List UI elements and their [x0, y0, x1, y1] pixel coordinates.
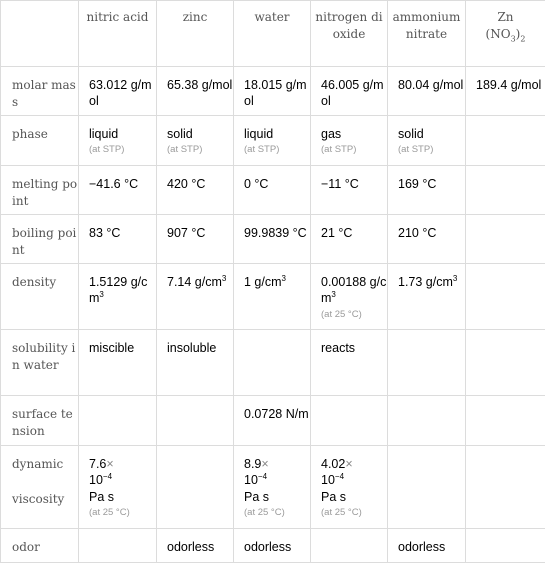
cell-value: 63.012 g/mol: [79, 67, 157, 116]
row-label-viscosity: [1, 446, 79, 529]
row-label-odor: odor: [1, 529, 79, 563]
cell-value: 210 °C: [388, 215, 466, 264]
cell-value: 189.4 g/mol: [466, 67, 545, 116]
viscosity-label-bottom: viscosity: [12, 492, 64, 506]
cell-value: odorless: [234, 529, 311, 563]
column-header-ammonium-nitrate: ammonium nitrate: [388, 1, 466, 67]
cell-value: [79, 116, 157, 166]
cell-value: 420 °C: [157, 166, 234, 215]
cell-empty: [79, 396, 157, 446]
column-header-zinc: zinc: [157, 1, 234, 67]
cell-value: [79, 446, 157, 529]
viscosity-base: 10: [321, 473, 335, 487]
cell-empty: [388, 396, 466, 446]
viscosity-unit: Pa s: [321, 490, 346, 504]
cell-value: [157, 264, 234, 330]
condition-note: (at STP): [89, 144, 156, 156]
formula-sub-3: 3: [511, 35, 516, 44]
cell-value: [234, 116, 311, 166]
row-density: [1, 264, 545, 330]
cell-value: reacts: [311, 330, 388, 396]
row-odor: [1, 529, 545, 563]
cell-empty: [311, 396, 388, 446]
unit-exponent: 3: [222, 274, 226, 283]
cell-empty: [311, 529, 388, 563]
header-row: [1, 1, 545, 67]
cell-value: −41.6 °C: [79, 166, 157, 215]
condition-note: (at STP): [398, 144, 465, 156]
viscosity-unit: Pa s: [89, 490, 114, 504]
viscosity-mantissa: 7.6: [89, 457, 106, 471]
column-header-zinc-nitrate: [466, 1, 545, 67]
cell-empty: [388, 446, 466, 529]
cell-empty: [79, 529, 157, 563]
cell-value: −11 °C: [311, 166, 388, 215]
row-melting-point: [1, 166, 545, 215]
cell-value: 80.04 g/mol: [388, 67, 466, 116]
formula-zn: Zn: [497, 10, 513, 24]
condition-note: (at STP): [167, 144, 233, 156]
row-label-solubility: solubility in water: [1, 330, 79, 396]
condition-note: (at 25 °C): [89, 507, 156, 519]
column-header-nitrogen-dioxide: nitrogen dioxide: [311, 1, 388, 67]
cell-value: 907 °C: [157, 215, 234, 264]
formula-paren: ): [516, 27, 521, 41]
column-header-water: water: [234, 1, 311, 67]
cell-value: [311, 446, 388, 529]
viscosity-exponent: −4: [103, 472, 112, 481]
unit-exponent: 3: [282, 274, 286, 283]
condition-note: (at 25 °C): [321, 309, 387, 321]
row-viscosity: [1, 446, 545, 529]
density-value: 1.5129 g/cm: [89, 275, 147, 305]
cell-value: [234, 446, 311, 529]
viscosity-exponent: −4: [335, 472, 344, 481]
cell-value: 0 °C: [234, 166, 311, 215]
row-label-boiling-point: boiling point: [1, 215, 79, 264]
cell-value: 0.0728 N/m: [234, 396, 311, 446]
times-sign: ×: [106, 457, 113, 471]
cell-value: [388, 116, 466, 166]
row-label-density: density: [1, 264, 79, 330]
viscosity-base: 10: [89, 473, 103, 487]
condition-note: (at STP): [321, 144, 387, 156]
cell-empty: [466, 215, 545, 264]
cell-empty: [466, 166, 545, 215]
cell-value: 99.9839 °C: [234, 215, 311, 264]
cell-empty: [466, 264, 545, 330]
condition-note: (at 25 °C): [321, 507, 387, 519]
cell-value: 18.015 g/mol: [234, 67, 311, 116]
cell-empty: [388, 330, 466, 396]
viscosity-mantissa: 4.02: [321, 457, 345, 471]
cell-empty: [466, 116, 545, 166]
cell-value: 46.005 g/mol: [311, 67, 388, 116]
cell-value: 83 °C: [79, 215, 157, 264]
phase-value: liquid: [89, 127, 118, 141]
cell-value: [157, 116, 234, 166]
unit-exponent: 3: [99, 290, 103, 299]
row-label-phase: phase: [1, 116, 79, 166]
cell-value: 65.38 g/mol: [157, 67, 234, 116]
cell-value: miscible: [79, 330, 157, 396]
viscosity-base: 10: [244, 473, 258, 487]
times-sign: ×: [345, 457, 352, 471]
cell-value: [311, 116, 388, 166]
viscosity-mantissa: 8.9: [244, 457, 261, 471]
corner-cell: [1, 1, 79, 67]
row-solubility: [1, 330, 545, 396]
phase-value: gas: [321, 127, 341, 141]
formula-sub-2: 2: [520, 35, 525, 44]
cell-value: [388, 264, 466, 330]
viscosity-unit: Pa s: [244, 490, 269, 504]
density-value: 7.14 g/cm: [167, 275, 222, 289]
row-molar-mass: [1, 67, 545, 116]
phase-value: solid: [167, 127, 193, 141]
row-surface-tension: [1, 396, 545, 446]
row-phase: [1, 116, 545, 166]
cell-value: [311, 264, 388, 330]
cell-empty: [234, 330, 311, 396]
viscosity-exponent: −4: [258, 472, 267, 481]
column-header-nitric-acid: nitric acid: [79, 1, 157, 67]
row-label-melting-point: melting point: [1, 166, 79, 215]
condition-note: (at STP): [244, 144, 310, 156]
cell-value: 169 °C: [388, 166, 466, 215]
cell-empty: [466, 446, 545, 529]
cell-empty: [157, 396, 234, 446]
row-boiling-point: [1, 215, 545, 264]
density-value: 1 g/cm: [244, 275, 282, 289]
unit-exponent: 3: [453, 274, 457, 283]
density-value: 0.00188 g/cm: [321, 275, 386, 305]
times-sign: ×: [261, 457, 268, 471]
formula-no: (NO: [486, 27, 511, 41]
unit-exponent: 3: [331, 290, 335, 299]
cell-empty: [466, 529, 545, 563]
density-value: 1.73 g/cm: [398, 275, 453, 289]
row-label-molar-mass: molar mass: [1, 67, 79, 116]
cell-value: [79, 264, 157, 330]
cell-value: 21 °C: [311, 215, 388, 264]
phase-value: liquid: [244, 127, 273, 141]
cell-empty: [466, 330, 545, 396]
viscosity-label-top: dynamic: [12, 457, 63, 471]
cell-empty: [466, 396, 545, 446]
cell-value: insoluble: [157, 330, 234, 396]
cell-value: [234, 264, 311, 330]
row-label-surface-tension: surface tension: [1, 396, 79, 446]
condition-note: (at 25 °C): [244, 507, 310, 519]
phase-value: solid: [398, 127, 424, 141]
cell-empty: [157, 446, 234, 529]
cell-value: odorless: [388, 529, 466, 563]
cell-value: odorless: [157, 529, 234, 563]
